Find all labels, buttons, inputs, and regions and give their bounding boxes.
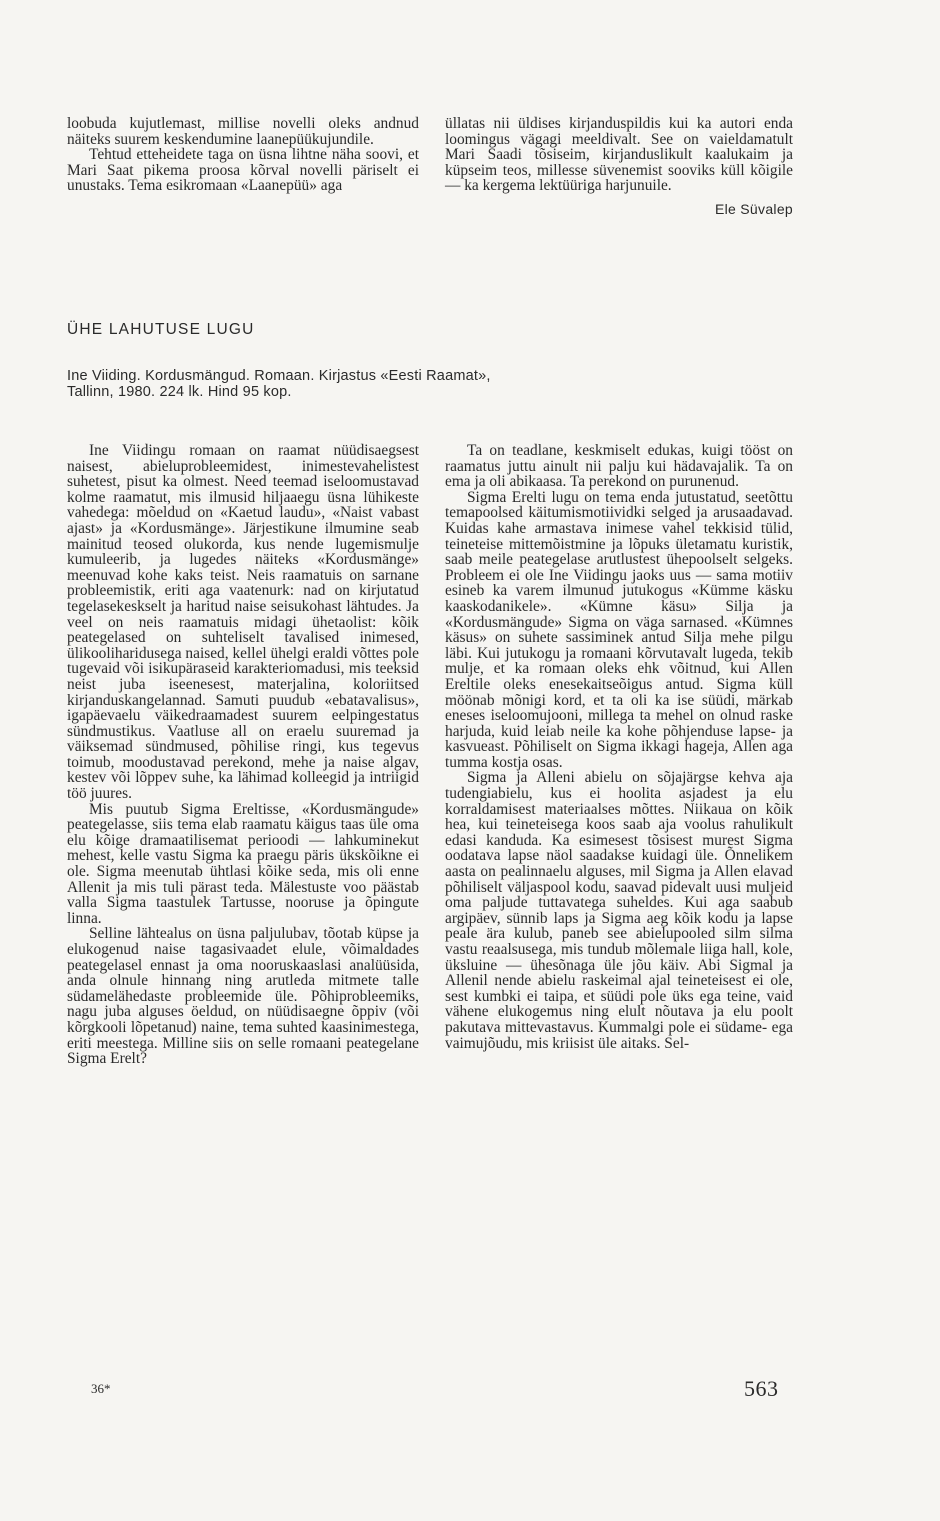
top-left-column — [67, 116, 419, 194]
section-title: ÜHE LAHUTUSE LUGU — [67, 321, 255, 338]
main-left-column — [67, 443, 419, 1067]
page-number: 563 — [744, 1376, 779, 1401]
paragraph: Ine Viidingu romaan on raamat nüüdisaegsest naisest, abieluprobleemidest, inimestevahelistest suhetest, pisut ka olmest. Need teemad iseloomustavad kolme raamatut, mis ilmusid hiljaaegu üsna lühikeste vahedega: mõeldud on «Kaetud laudu», «Naist vabast ajast» ja «Kordusmänge». Järjestikune ilmumine seab mainitud teosed olukorda, kus nende lugemismulje kumuleerib, ja lugedes näiteks «Kordusmänge» meenuvad kohe kaks teist. Neis raamatuis on sarnane probleemistik, eriti aga vaatenurk: nad on kirjutatud tegelasekeskselt ja haritud naise seisukohast lähtudes. Ja veel on neis raamatuis midagi ühetaolist: kõik peategelased on suhteliselt tavalised inimesed, ülikooliharidusega naised, kellel ühelgi eraldi võttes pole tugevaid või isikupäraseid karakteriomadusi, mis teeksid neist juba iseenesest, materjalina, koloriitsed kirjanduskangelannad. Samuti puudub «ebatavalisus», igapäevaelu väikedraamadest suurem eelpingestatus sündmustikus. Vaatluse all on eraelu suuremad ja väiksemad sündmused, põhilise ringi, kus tegevus toimub, moodustavad perekond, mehe ja naise algav, kestev või lõppev suhe, ka lähimad kolleegid ja intriigid töö juures. — [67, 442, 419, 803]
book-info — [67, 368, 667, 400]
paragraph: Sigma Erelti lugu on tema enda jutustatud, seetõttu temapoolsed käitumismotiividki selged ja arusaadavad. Kuidas kahe armastava inimese vahel tekkisid tülid, teineteise mittemõistmine ja lõpuks ületamatu kuristik, saab meile peategelase arutlustest ühepoolselt selgeks. Probleem ei ole Ine Viidingu jaoks uus — sama motiiv esineb ka varem ilmunud jutukogus «Kümme käsku kaaskodanikele». «Kümne käsu» Silja ja «Kordusmängude» Sigma on väga sarnased. «Kümnes käsus» on suhete sassiminek antud Silja mehe pilgu läbi. Kui jutukogu ja romaani kõrvutavalt lugeda, tekib mulje, et ka romaan oleks ehk võitnud, kui Allen Ereltile oleks enesekaitseõigus antud. Sigma küll möönab mõnigi kord, et ta oli ka ise süüdi, märkab eneses iseloomujooni, millega ta mehel on olnud raske harjuda, kuid leiab neile ka kohe põhjenduse lapse- ja kasvueast. Põhiliselt on Sigma ikkagi hageja, Allen aga tumma kostja osas. — [445, 488, 793, 771]
printer-signature-mark: 36* — [91, 1381, 111, 1396]
paragraph: Tehtud etteheidete taga on üsna lihtne näha soovi, et Mari Saat pikema proosa kõrval novelli päriselt ei unustaks. Tema esikromaan «Laanepüü» aga — [67, 146, 419, 195]
paragraph: Selline lähtealus on üsna paljulubav, tõotab küpse ja elukogenud naise tagasivaadet elule, võimaldades peategelasel ennast ja oma nooruskaaslasi analüüsida, anda olnule hinnang ning arutleda mitmete talle südamelähedaste probleemide üle. Põhiprobleemiks, nagu juba alguses öeldud, on nüüdisaegne õppiv (või kõrgkooli lõpetanud) naine, tema suhted kaasinimestega, eriti meestega. Milline siis on selle romaani peategelane Sigma Erelt? — [67, 925, 419, 1068]
paragraph: Sigma ja Alleni abielu on sõjajärgse kehva aja tudengiabielu, kus ei hoolita asjadest ja elu korraldamisest materiaalses mõttes. Niikaua on kõik hea, kui teineteisega koos saab aja voolus rahulikult edasi kanduda. Ka esimesest tõsisest murest Sigma oodatava lapse näol saadakse kuidagi üle. Õnnelikem aasta on pealinnaelu alguses, mil Sigma ja Allen elavad põhiliselt väljaspool kodu, saavad pidevalt uusi muljeid oma paljude tuttavatega suheldes. Kui aga saabub argipäev, sünnib laps ja Sigma aeg kõik kodu ja lapse peale ära kulub, paneb see abielupooled silm silma vastu reaalsusega, mis tundub mõlemale liiga hall, kole, üksluine — ühesõnaga üle jõu käiv. Abi Sigmal ja Allenil nende abielu raskeimal ajal teineteisest ei ole, sest kumbki ei taipa, et süüdi pole üks ega teine, vaid vähene elukogemus ning elult nõutava ja elu poolt pakutava mittevastavus. Kummalgi pole ei südame- ega vaimujõudu, mis kriisist üle aitaks. Sel- — [445, 769, 793, 1052]
paragraph: Mis puutub Sigma Ereltisse, «Kordusmängude» peategelasse, siis tema elab raamatu käigus taas üle oma elu kõige dramaatilisemat perioodi — lahkuminekut mehest, kelle vastu Sigma ka praegu päris ükskõikne ei ole. Sigma meenutab ühtlasi kõike seda, mis oli enne Allenit ja mis tuli pärast teda. Mälestuste voo päästab valla Sigma taastulek Tartusse, nooruse ja õpingute linna. — [67, 800, 419, 927]
paragraph: üllatas nii üldises kirjanduspildis kui ka autori enda loomingus vägagi meeldivalt. See on vaieldamatult Mari Saadi tõsiseim, kirjanduslikult kaalukaim ja küpseim teos, millesse süvenemist sooviks küll kõigile — ka kergema lektüüriga harjunuile. — [445, 115, 793, 195]
main-right-column — [445, 443, 793, 1051]
paragraph: Ta on teadlane, keskmiselt edukas, kuigi tööst on raamatus juttu ainult nii palju kui hädavajalik. Ta on ema ja oli abikaasa. Ta perekond on purunenud. — [445, 442, 793, 491]
top-right-column — [445, 116, 793, 218]
paragraph: loobuda kujutlemast, millise novelli oleks andnud näiteks suurem keskendumine laanepüükujundile. — [67, 115, 419, 148]
book-info-line: Ine Viiding. Kordusmängud. Romaan. Kirjastus «Eesti Raamat», — [67, 368, 491, 384]
book-info-line: Tallinn, 1980. 224 lk. Hind 95 kop. — [67, 384, 292, 400]
review-signature: Ele Süvalep — [714, 200, 793, 217]
